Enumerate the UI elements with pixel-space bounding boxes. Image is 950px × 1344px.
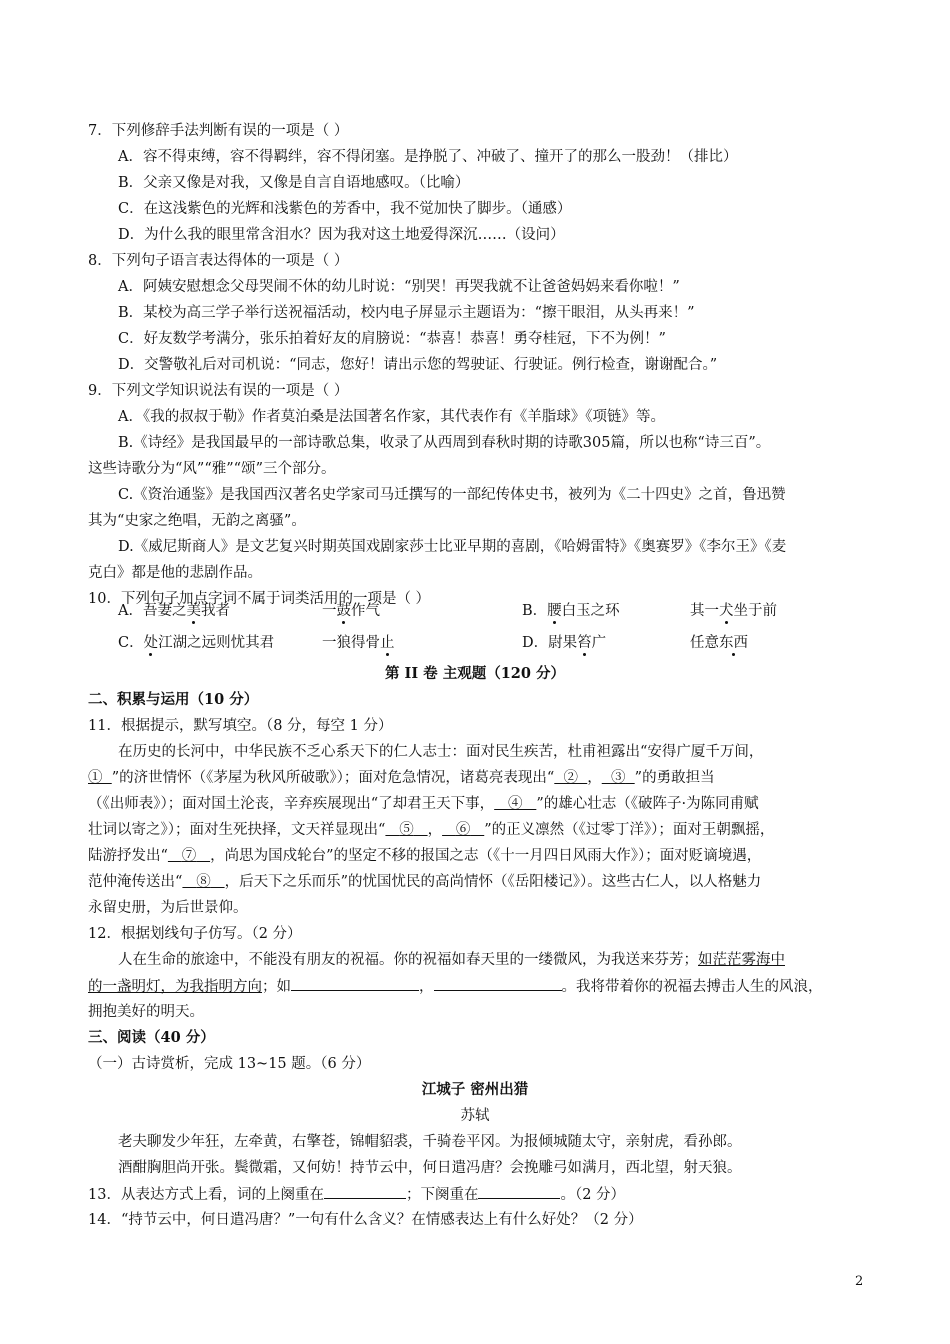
dotted-word: 犬 <box>719 603 734 619</box>
q10-option-a: A．吾妻之美我者 <box>118 603 230 619</box>
q11-text-line3: （《出师表》）；面对国土沦丧，辛弃疾展现出“了却君王天下事， ④ ”的雄心壮志（《破阵子·为陈同甫赋 <box>88 796 759 812</box>
poem-line1: 老夫聊发少年狂，左牵黄，右擎苍，锦帽貂裘，千骑卷平冈。为报倾城随太守，亲射虎，看孙郎。 <box>118 1134 742 1150</box>
q11-text-line6: 范仲淹传送出“ ⑧ ，后天下之乐而乐”的忧国忧民的高尚情怀（《岳阳楼记》）。这些古仁人，以人格魅力 <box>88 874 762 890</box>
q9-option-d-line1: D.《威尼斯商人》是文艺复兴时期英国戏剧家莎士比亚早期的喜剧，《哈姆雷特》《奥赛罗》《李尔王》《麦 <box>118 539 787 555</box>
dotted-word: 美 <box>186 603 201 619</box>
part2-heading: 二、积累与运用（10 分） <box>88 691 259 708</box>
blank-3[interactable]: ③ <box>610 770 626 786</box>
blank-1[interactable]: ① <box>88 770 103 786</box>
q10-b-label: B． <box>522 603 548 619</box>
q8-option-d: D．交警敬礼后对司机说：“同志，您好！请出示您的驾驶证、行驶证。例行检查，谢谢配合。” <box>118 357 718 373</box>
blank-4[interactable]: ④ <box>508 796 523 812</box>
q9-option-a: A．《我的叔叔于勒》作者莫泊桑是法国著名作家，其代表作有《羊脂球》《项链》等。 <box>118 409 665 425</box>
q12-stem: 12．根据划线句子仿写。（2 分） <box>88 926 302 942</box>
q9-option-b-line2: 这些诗歌分为“风”“雅”“颂”三个部分。 <box>88 461 336 477</box>
q10-option-c: C．处江湖之远则忧其君 <box>118 635 275 651</box>
blank-5[interactable]: ⑤ <box>399 822 414 838</box>
underlined-sentence: 如茫茫雾海中 <box>698 952 785 968</box>
section-title: 第 II 卷 主观题（120 分） <box>384 665 566 682</box>
q10-option-c-second: 一狼得骨止 <box>322 635 395 651</box>
q9-option-b-line1: B.《诗经》是我国最早的一部诗歌总集，收录了从西周到春秋时期的诗歌305篇，所以也称“诗三百”。 <box>118 435 771 451</box>
q11-text-line7: 永留史册，为后世景仰。 <box>88 900 248 916</box>
q7-option-a: A．容不得束缚，容不得羁绊，容不得闭塞。是挣脱了、冲破了、撞开了的那么一股劲！（排比） <box>118 149 738 165</box>
q8-stem: 8．下列句子语言表达得体的一项是（ ） <box>88 253 349 269</box>
part3-subheading: （一）古诗赏析，完成 13~15 题。（6 分） <box>88 1056 371 1072</box>
poem-line2: 酒酣胸胆尚开张。鬓微霜，又何妨！持节云中，何日遣冯唐？会挽雕弓如满月，西北望，射天狼。 <box>118 1160 742 1176</box>
underlined-sentence: 的一盏明灯，为我指明方向 <box>88 979 262 995</box>
q10-option-b-second: 其一犬坐于前 <box>690 603 777 619</box>
answer-blank[interactable] <box>291 976 419 991</box>
dotted-word: 止 <box>380 635 395 651</box>
poem-title: 江城子 密州出猎 <box>421 1081 529 1098</box>
q10-d-label: D． <box>522 635 549 651</box>
q14: 14．“持节云中，何日遣冯唐？”一句有什么含义？在情感表达上有什么好处？（2 分） <box>88 1212 643 1228</box>
dotted-word: 东西 <box>719 635 748 651</box>
q8-option-b: B．某校为高三学子举行送祝福活动，校内电子屏显示主题语为：“擦干眼泪，从头再来！” <box>118 305 695 321</box>
answer-blank[interactable] <box>324 1184 406 1199</box>
q11-text-line4: 壮词以寄之》）；面对生死抉择，文天祥显现出“ ⑤ ， ⑥ ”的正义凛然（《过零丁洋》）；面对王朝飘摇， <box>88 822 775 838</box>
q12-text-line3: 拥抱美好的明天。 <box>88 1004 204 1020</box>
q10-c-label: C． <box>118 635 144 651</box>
answer-blank[interactable] <box>434 976 562 991</box>
dotted-word: 腰 <box>547 603 562 619</box>
q7-option-d: D．为什么我的眼里常含泪水？因为我对这土地爱得深沉……（设问） <box>118 227 565 243</box>
dotted-word: 笞 <box>577 635 592 651</box>
part3-heading: 三、阅读（40 分） <box>88 1029 215 1046</box>
q11-text-line5: 陆游抒发出“ ⑦ ，尚思为国戍轮台”的坚定不移的报国之志（《十一月四日风雨大作》）；面对贬谪境遇， <box>88 848 762 864</box>
q9-option-c-line2: 其为“史家之绝唱，无韵之离骚”。 <box>88 513 306 529</box>
q9-option-c-line1: C.《资治通鉴》是我国西汉著名史学家司马迁撰写的一部纪传体史书，被列为《二十四史》之首，鲁迅赞 <box>118 487 786 503</box>
blank-2[interactable]: ② <box>563 770 579 786</box>
q11-text-line1: 在历史的长河中，中华民族不乏心系天下的仁人志士：面对民生疾苦，杜甫袒露出“安得广厦千万间， <box>118 744 764 760</box>
q10-stem: 10．下列句子加点字词不属于词类活用的一项是（ ） <box>88 591 431 607</box>
blank-6[interactable]: ⑥ <box>455 822 471 838</box>
q7-option-b: B．父亲又像是对我，又像是自言自语地感叹。（比喻） <box>118 175 470 191</box>
q7-option-c: C．在这浅紫色的光辉和浅紫色的芳香中，我不觉加快了脚步。（通感） <box>118 201 572 217</box>
blank-7[interactable]: ⑦ <box>181 848 197 864</box>
q8-option-c: C．好友数学考满分，张乐拍着好友的肩膀说：“恭喜！恭喜！勇夺桂冠，下不为例！” <box>118 331 666 347</box>
dotted-word: 鼓 <box>336 603 351 619</box>
q10-option-b: B．腰白玉之环 <box>522 603 620 619</box>
dotted-word: 处 <box>143 635 159 651</box>
q9-option-d-line2: 克白》都是他的悲剧作品。 <box>88 565 262 581</box>
q7-stem: 7．下列修辞手法判断有误的一项是（ ） <box>88 123 349 139</box>
q10-option-d-second: 任意东西 <box>690 635 748 651</box>
q10-a-label: A． <box>118 603 143 619</box>
answer-blank[interactable] <box>478 1184 560 1199</box>
q11-stem: 11．根据提示，默写填空。（8 分，每空 1 分） <box>88 718 393 734</box>
poem-author: 苏轼 <box>460 1108 490 1124</box>
q10-option-d: D．尉果笞广 <box>522 635 607 651</box>
page-number: 2 <box>855 1274 864 1289</box>
q13: 13．从表达方式上看，词的上阕重在 ；下阕重在 。（2 分） <box>88 1184 625 1205</box>
q8-option-a: A．阿姨安慰想念父母哭闹不休的幼儿时说：“别哭！再哭我就不让爸爸妈妈来看你啦！” <box>118 279 680 295</box>
q12-text-line1: 人在生命的旅途中，不能没有朋友的祝福。你的祝福如春天里的一缕微风，为我送来芬芳；如茫茫雾海中 <box>118 952 785 968</box>
q9-stem: 9．下列文学知识说法有误的一项是（ ） <box>88 383 349 399</box>
q12-text-line2: 的一盏明灯，为我指明方向；如 ， 。我将带着你的祝福去搏击人生的风浪， <box>88 976 823 997</box>
blank-8[interactable]: ⑧ <box>196 874 211 890</box>
q10-option-a-second: 一鼓作气 <box>322 603 380 619</box>
q11-text-line2: ① ”的济世情怀（《茅屋为秋风所破歌》）；面对危急情况，诸葛亮表现出“ ② ， ③ ”的勇敢担当 <box>88 770 715 786</box>
